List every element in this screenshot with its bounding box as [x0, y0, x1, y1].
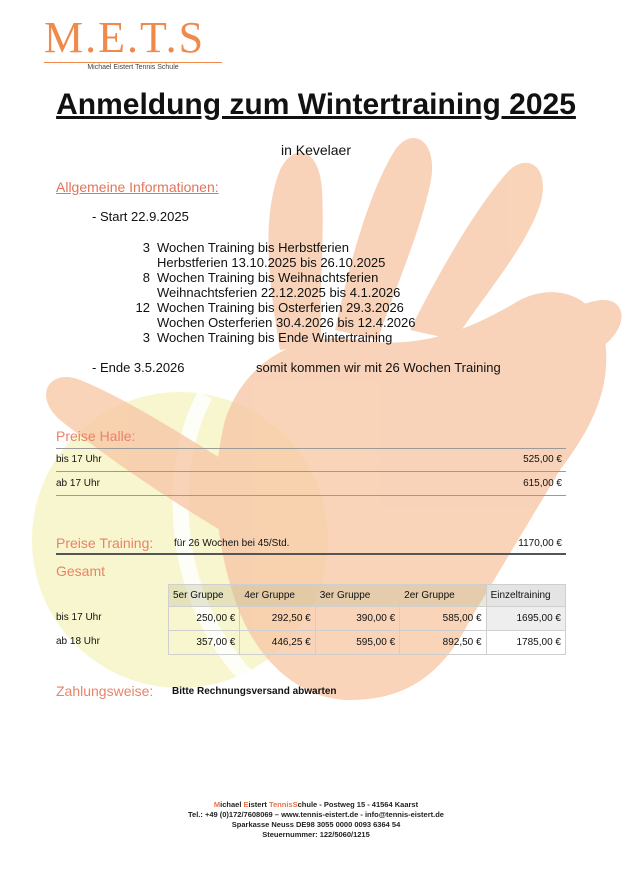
- table-cell: 292,50 €: [240, 607, 315, 631]
- gesamt-row-label: bis 17 Uhr: [56, 612, 102, 623]
- footer-tax-number: Steuernummer: 122/5060/1215: [262, 830, 370, 839]
- column-header: 2er Gruppe: [400, 585, 486, 607]
- schedule-item-line1: Wochen Training bis Ende Wintertraining: [157, 330, 393, 345]
- divider: [56, 448, 566, 449]
- training-description: für 26 Wochen bei 45/Std.: [174, 538, 290, 549]
- gesamt-heading: Gesamt: [56, 563, 106, 579]
- footer-text-part: istert: [248, 800, 269, 809]
- divider: [56, 471, 566, 472]
- schedule-item-number: 8: [142, 270, 150, 285]
- logo: M.E.T.S: [44, 13, 206, 62]
- schedule-item-line1: Wochen Training bis Weihnachtsferien: [157, 270, 379, 285]
- table-cell: 892,50 €: [400, 631, 486, 655]
- footer-address: [0, 800, 632, 809]
- divider: [56, 495, 566, 496]
- footer-contact: Tel.: +49 (0)172/7608069 – www.tennis-eistert.de - info@tennis-eistert.de: [188, 810, 444, 819]
- schedule-item-number: 3: [142, 240, 150, 255]
- training-price: 1170,00 €: [518, 538, 562, 549]
- logo-subtitle: Michael Eistert Tennis Schule: [87, 64, 179, 71]
- end-date: - Ende 3.5.2026: [92, 360, 185, 375]
- schedule-item-line2: Wochen Osterferien 30.4.2026 bis 12.4.2026: [157, 315, 416, 330]
- zahlungsweise-text: Bitte Rechnungsversand abwarten: [172, 686, 337, 697]
- preise-halle-heading: Preise Halle:: [56, 428, 136, 444]
- schedule-item-line1: Wochen Training bis Osterferien 29.3.2026: [157, 300, 404, 315]
- footer-text-part: E: [243, 800, 249, 809]
- location-subtitle: in Kevelaer: [280, 142, 352, 158]
- schedule-item-line2: Herbstferien 13.10.2025 bis 26.10.2025: [157, 255, 386, 270]
- logo-underline: [44, 62, 222, 63]
- schedule-item-line1: Wochen Training bis Herbstferien: [157, 240, 349, 255]
- table-cell: 357,00 €: [169, 631, 240, 655]
- column-header: 3er Gruppe: [315, 585, 399, 607]
- table-row: [169, 631, 566, 655]
- table-cell: 250,00 €: [169, 607, 240, 631]
- table-row: [169, 607, 566, 631]
- halle-row-label: bis 17 Uhr: [56, 454, 102, 465]
- halle-row-value: 525,00 €: [523, 454, 562, 465]
- table-cell: 446,25 €: [240, 631, 315, 655]
- footer-text-part: ichael: [220, 800, 244, 809]
- footer-text-part: chule - Postweg 15 - 41564 Kaarst: [297, 800, 419, 809]
- start-date: - Start 22.9.2025: [92, 209, 189, 224]
- gesamt-row-label: ab 18 Uhr: [56, 636, 100, 647]
- table-cell: 1695,00 €: [486, 607, 565, 631]
- footer-text-part: Tennis: [268, 800, 293, 809]
- page-title: Anmeldung zum Wintertraining 2025: [56, 88, 576, 121]
- zahlungsweise-heading: Zahlungsweise:: [56, 683, 154, 699]
- preise-training-heading: Preise Training:: [56, 535, 154, 551]
- schedule-item-line2: Weihnachtsferien 22.12.2025 bis 4.1.2026: [157, 285, 401, 300]
- gesamt-price-table: [168, 584, 566, 655]
- column-header: 5er Gruppe: [169, 585, 240, 607]
- column-header: 4er Gruppe: [240, 585, 315, 607]
- divider: [56, 553, 566, 555]
- general-info-heading: Allgemeine Informationen:: [56, 179, 219, 195]
- footer-text-part: M: [213, 800, 221, 809]
- table-cell: 1785,00 €: [486, 631, 565, 655]
- column-header: Einzeltraining: [486, 585, 565, 607]
- schedule-item-number: 3: [142, 330, 150, 345]
- table-header-row: [169, 585, 566, 607]
- halle-row-value: 615,00 €: [523, 478, 562, 489]
- halle-row-label: ab 17 Uhr: [56, 478, 100, 489]
- table-cell: 585,00 €: [400, 607, 486, 631]
- table-cell: 390,00 €: [315, 607, 399, 631]
- end-note: somit kommen wir mit 26 Wochen Training: [256, 360, 501, 375]
- footer-text-part: S: [292, 800, 298, 809]
- footer-bank: Sparkasse Neuss DE98 3055 0000 0093 6364 54: [231, 820, 401, 829]
- schedule-item-number: 12: [135, 300, 150, 315]
- table-cell: 595,00 €: [315, 631, 399, 655]
